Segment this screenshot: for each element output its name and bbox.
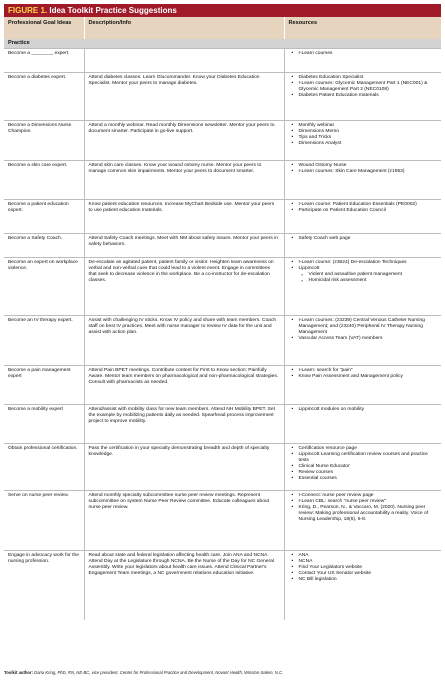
resource-item: • Know Pain Assessment and Management policy <box>295 374 438 380</box>
table-row <box>4 316 441 366</box>
resource-list <box>289 202 438 214</box>
resource-item: • I-Learn courses <box>295 51 438 57</box>
description-cell: Assist with challenging IV sticks. Know IV policy and share with team members. Coach staff on best IV practices. Meet with nurse manager to review IV data for the unit and assist with action plan. <box>84 316 284 366</box>
resource-item: • I-Learn: search for "pain" <box>295 368 438 374</box>
section-label: Practice <box>4 39 441 49</box>
resource-item: • Certification resource page <box>295 446 438 452</box>
resource-list <box>289 318 438 342</box>
resource-list <box>289 446 438 483</box>
table-row <box>4 161 441 200</box>
table-row <box>4 200 441 234</box>
resource-item: • NC Bill legislation <box>295 577 438 583</box>
resource-item: • Essential courses <box>295 476 438 482</box>
footer-text: Daria Kring, PhD, RN, NE-BC, vice president, Center for Professional Practice and Development, Novant Health, Winston-Salem, N.C. <box>34 670 284 675</box>
goal-cell: Serve on nurse peer review. <box>4 491 84 551</box>
resource-item: • Wound Ostomy Nurse <box>295 163 438 169</box>
goal-cell: Become an expert on workplace violence. <box>4 258 84 316</box>
resource-item: • I-Learn course: (z3624) De-escalation Techniques <box>295 260 438 266</box>
goal-cell: Become a skin care expert. <box>4 161 84 200</box>
column-header-description: Description/Info <box>84 17 284 39</box>
description-cell: Attend monthly specialty subcommittee nurse peer review meetings. Represent subcommittee on system Nurse Peer Review committee. Educate colleagues about nurse peer review. <box>84 491 284 551</box>
table-row <box>4 405 441 444</box>
table-row <box>4 234 441 258</box>
resource-list <box>289 407 438 413</box>
table-row <box>4 121 441 161</box>
table-row <box>4 366 441 405</box>
resources-cell <box>284 200 441 234</box>
description-cell <box>84 49 284 73</box>
resource-subgroup <box>295 272 438 284</box>
goal-cell: Become a patient education expert. <box>4 200 84 234</box>
table-row <box>4 551 441 620</box>
description-cell: Attend diabetes classes. Learn Glucommander. Know your Diabetes Education Specialist. Mentor your peers to manage diabetes. <box>84 73 284 121</box>
column-header-goal: Professional Goal Ideas <box>4 17 84 39</box>
goal-cell: Become a ________ expert. <box>4 49 84 73</box>
description-cell: Attend a monthly webinar. Read monthly Dimensions newsletter. Mentor your peers to document smarter. Participate in go-live support. <box>84 121 284 161</box>
resource-item: • Lippincott modules on mobility <box>295 407 438 413</box>
goal-cell: Become a diabetes expert. <box>4 73 84 121</box>
figure-title-bar <box>4 4 441 17</box>
footer-note <box>4 670 441 675</box>
resources-cell <box>284 316 441 366</box>
resource-item: • Lippincott Learning certification review courses and practice tests <box>295 452 438 464</box>
resource-item: • Contact Your US Senator website <box>295 571 438 577</box>
goal-cell: Become a pain management expert <box>4 366 84 405</box>
resource-subitem: ▪ Violent and assaultive patient management <box>305 272 438 278</box>
resource-list <box>289 75 438 99</box>
goal-cell: Become a Safety Coach. <box>4 234 84 258</box>
resource-list <box>289 51 438 57</box>
description-cell: Attend/assist with mobility class for new team members. Attend NH Mobility BPET. Set the example by mobilizing patients daily as needed. Spearhead process improvement project to improve mobility. <box>84 405 284 444</box>
resources-cell <box>284 491 441 551</box>
resource-item: • Dimensions Analyst <box>295 141 438 147</box>
goal-cell: Become a mobility expert <box>4 405 84 444</box>
table-header-row <box>4 17 441 39</box>
description-cell: De-escalate an agitated patient, patient family or visitor. Heighten team awareness on verbal and non-verbal cues that could lead to a violent event. Engage in committees that seek to decrease violence in the workplace. Be a co-instructor for de-escalation classes. <box>84 258 284 316</box>
figure-label: FIGURE 1. <box>8 6 48 15</box>
resources-cell <box>284 121 441 161</box>
resource-item: • I-Learn courses: (z3239) Central Venous Catheter Nursing Management; and (z3240) Peripheral IV Therapy Nursing Management <box>295 318 438 336</box>
goal-cell: Obtain professional certification. <box>4 444 84 491</box>
resource-item: • Review courses <box>295 470 438 476</box>
resources-cell <box>284 444 441 491</box>
resource-item: • I-Learn course: Patient Education Essentials (PE0002) <box>295 202 438 208</box>
column-header-resources: Resources <box>284 17 441 39</box>
resource-list <box>289 260 438 284</box>
resource-item: • ANA <box>295 553 438 559</box>
resources-cell <box>284 73 441 121</box>
resource-item: • I-Learn courses: Skin Care Management (z1953) <box>295 169 438 175</box>
resource-item: • Dimensions Memo <box>295 129 438 135</box>
description-cell: Pass the certification in your specialty demonstrating breadth and depth of specialty knowledge. <box>84 444 284 491</box>
description-cell: Attend skin care classes. Know your wound ostomy nurse. Mentor your peers to manage common skin impairments. Mentor your peers to document smarter. <box>84 161 284 200</box>
resource-item: • Monthly webinar <box>295 123 438 129</box>
toolkit-table <box>4 17 442 620</box>
goal-cell: Become a Dimensions Nurse Champion. <box>4 121 84 161</box>
resource-list <box>289 163 438 175</box>
resources-cell <box>284 405 441 444</box>
resource-item: • I-Learn courses: Glycemic Management Part 1 (NEC001) & Glycemic Management Part 2 (NEC0108) <box>295 81 438 93</box>
resource-item: • I-Learn CBL: search "nurse peer review" <box>295 499 438 505</box>
resource-item: • Tips and Tricks <box>295 135 438 141</box>
table-row <box>4 49 441 73</box>
resource-list <box>289 493 438 523</box>
resource-sublist <box>299 272 438 284</box>
resources-cell <box>284 234 441 258</box>
resource-item: • Participate on Patient Education Council <box>295 208 438 214</box>
resource-list <box>289 553 438 583</box>
resource-list <box>289 236 438 242</box>
table-row <box>4 73 441 121</box>
goal-cell: Engage in advocacy work for the nursing profession. <box>4 551 84 620</box>
resource-item: • NCNA <box>295 559 438 565</box>
resource-item: • I-Connect: nurse peer review page <box>295 493 438 499</box>
table-row <box>4 258 441 316</box>
resource-list <box>289 368 438 380</box>
table-body <box>4 49 441 620</box>
resource-item: • Kring, D., Pearson, N., & Vaccaro, M. (2020). Nursing peer review: Making professional accountability a reality. Voice of Nursing Leadership, 18(6), 6-8. <box>295 505 438 523</box>
description-cell: Attend Pain BPET meetings. Contribute content for First to Know section: Painfully Aware. Mentor team members on pharmacological and non-pharmacological strategies. Consult with pharmacists as needed. <box>84 366 284 405</box>
figure-title: Idea Toolkit Practice Suggestions <box>49 6 177 15</box>
section-row <box>4 39 441 49</box>
resource-item: • Find Your Legislators website <box>295 565 438 571</box>
description-cell: Attend Safety Coach meetings. Meet with NM about safety issues. Mentor your peers in safety behaviors. <box>84 234 284 258</box>
footer-label: Toolkit author: <box>4 670 33 675</box>
table-row <box>4 444 441 491</box>
resources-cell <box>284 551 441 620</box>
resource-item: • Diabetes Patient Education materials <box>295 93 438 99</box>
description-cell: Know patient education resources. Increase MyChart Bedside use. Mentor your peers to use patient education materials. <box>84 200 284 234</box>
resources-cell <box>284 258 441 316</box>
goal-cell: Become an IV therapy expert. <box>4 316 84 366</box>
resource-item: • Safety Coach web page <box>295 236 438 242</box>
resource-list <box>289 123 438 147</box>
resource-item: • Vascular Access Team (VAT) members <box>295 336 438 342</box>
resource-item: • Clinical Nurse Educator <box>295 464 438 470</box>
resources-cell <box>284 49 441 73</box>
resources-cell <box>284 366 441 405</box>
table-row <box>4 491 441 551</box>
description-cell: Read about state and federal legislation affecting health care. Join ANA and NCNA. Attend Day at the Legislature through NCNA. Be the Nurse of the Day for NC General Assembly. Write your legislators about health care issues. Attend Clinical Partner's Engagement Team meetings, a NC government relations education initiative. <box>84 551 284 620</box>
resource-item: • Diabetes Education Specialist <box>295 75 438 81</box>
resource-subitem: ▪ Homicidal risk assessment <box>305 278 438 284</box>
resource-item: • Lippincott <box>295 266 438 272</box>
resources-cell <box>284 161 441 200</box>
